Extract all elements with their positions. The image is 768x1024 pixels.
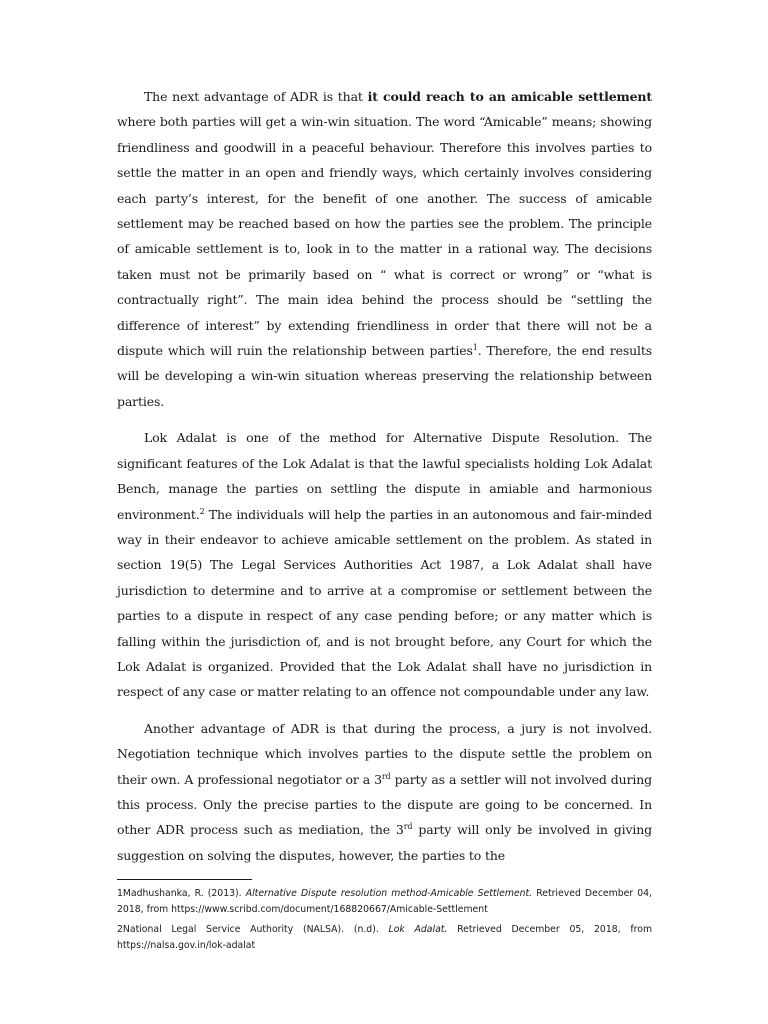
- document-page: [117, 84, 652, 958]
- footnote-1: [117, 886, 652, 917]
- footnote-reference-2[interactable]: 2: [199, 506, 205, 516]
- footnote-divider: [117, 879, 252, 880]
- footnote-text: 1Madhushanka, R. (2013).: [117, 888, 246, 900]
- paragraph-lok-adalat: [117, 425, 652, 704]
- ordinal-superscript: rd: [403, 822, 413, 832]
- footnote-reference-1[interactable]: 1: [472, 343, 478, 353]
- emphasis-text: it could reach to an amicable settlement: [367, 89, 652, 104]
- paragraph-text: The individuals will help the parties in an autonomous and fair-minded way in their endeavor to achieve amicable settlement on the problem. As stated in section 19(5) The Legal Services Authorities Act 1987, a Lok Adalat shall have jurisdiction to determine and to arrive at a compromise or settlement between the parties to a dispute in respect of any case pending before; or any matter which is falling within the jurisdiction of, and is not brought before, any Court for which the Lok Adalat is organized. Provided that the Lok Adalat shall have no jurisdiction in respect of any case or matter relating to an offence not compoundable under any law.: [117, 506, 652, 700]
- footnote-link[interactable]: Retrieved December 04, 2018, from https://www.scribd.com/document/168820667/Amicable-Settlement: [117, 888, 653, 915]
- paragraph-text: Lok Adalat is one of the method for Alternative Dispute Resolution. The significant features of the Lok Adalat is that the lawful specialists holding Lok Adalat Bench, manage the parties on settling the dispute in amiable and harmonious environment.: [117, 430, 652, 522]
- footnote-text: 2National Legal Service Authority (NALSA). (n.d).: [117, 924, 389, 936]
- paragraph-jury: [117, 716, 652, 868]
- paragraph-text: party as a settler will not involved during this process. Only the precise parties to the dispute are going to be concerned. In other ADR process such as mediation, the 3: [117, 771, 652, 838]
- paragraph-amicable-settlement: [117, 84, 652, 414]
- paragraph-text: party will only be involved in giving suggestion on solving the disputes, however, the parties to the: [117, 822, 652, 863]
- paragraph-text: Another advantage of ADR is that during the process, a jury is not involved. Negotiation technique which involves parties to the dispute settle the problem on their own. A professional negotiator or a 3: [117, 720, 652, 787]
- footnote-2: [117, 922, 652, 953]
- footnote-title: Lok Adalat.: [388, 924, 448, 936]
- footnote-link[interactable]: Retrieved December 05, 2018, from https://nalsa.gov.in/lok-adalat: [117, 924, 652, 951]
- footnote-title: Alternative Dispute resolution method-Amicable Settlement.: [245, 888, 533, 900]
- paragraph-text: where both parties will get a win-win situation. The word “Amicable” means; showing friendliness and goodwill in a peaceful behaviour. Therefore this involves parties to settle the matter in an open and friendly ways, which certainly involves considering each party’s interest, for the benefit of one another. The success of amicable settlement may be reached based on how the parties see the problem. The principle of amicable settlement is to, look in to the matter in a rational way. The decisions taken must not be primarily based on “ what is correct or wrong” or “what is contractually right”. The main idea behind the process should be “settling the difference of interest” by extending friendliness in order that there will not be a dispute which will ruin the relationship between parties: [117, 114, 652, 359]
- paragraph-text: . Therefore, the end results will be developing a win-win situation whereas preserving the relationship between parties.: [117, 343, 652, 409]
- ordinal-superscript: rd: [381, 771, 391, 781]
- paragraph-text: The next advantage of ADR is that: [144, 89, 368, 104]
